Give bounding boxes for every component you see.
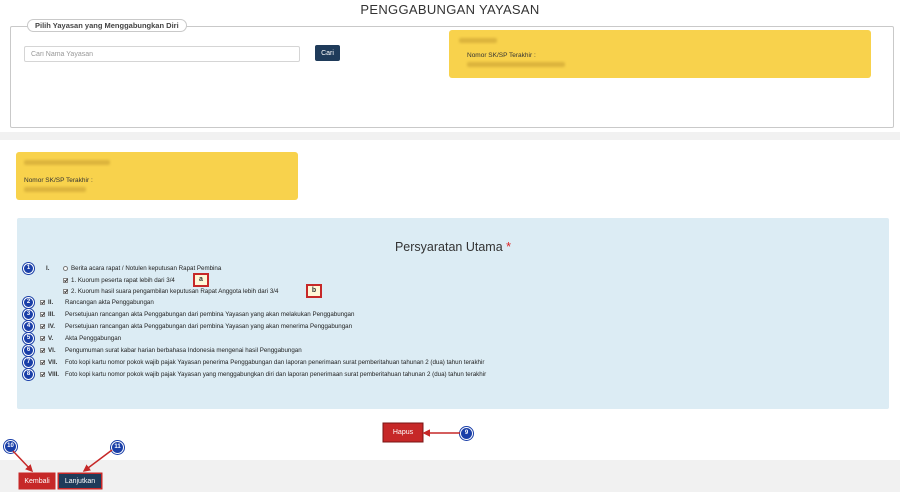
requirement-item-3 xyxy=(40,311,354,318)
requirement-item-2 xyxy=(40,299,154,306)
requirement-label: Persetujuan rancangan akta Penggabungan dari pembina Yayasan yang akan menerima Penggabungan xyxy=(65,323,353,330)
requirement-number: I. xyxy=(46,265,50,272)
merging-card xyxy=(16,152,298,200)
back-button[interactable]: Kembali xyxy=(20,474,54,488)
receiver-card xyxy=(449,30,871,78)
requirement-number: V. xyxy=(48,335,54,342)
checkbox[interactable] xyxy=(63,289,68,294)
requirement-number: VII. xyxy=(48,359,58,366)
callout-a: a xyxy=(193,273,209,287)
checkbox[interactable] xyxy=(40,372,45,377)
checkbox[interactable] xyxy=(40,336,45,341)
requirements-title-text: Persyaratan Utama xyxy=(394,240,503,254)
delete-button[interactable]: Hapus xyxy=(385,425,421,440)
checkbox[interactable] xyxy=(63,278,68,283)
requirement-number: II. xyxy=(48,299,54,306)
next-button[interactable]: Lanjutkan xyxy=(59,474,101,488)
requirement-number: VI. xyxy=(48,347,56,354)
checkbox[interactable] xyxy=(40,360,45,365)
requirement-label: Akta Penggabungan xyxy=(65,335,122,342)
requirements-title xyxy=(17,240,889,254)
requirement-label: 1. Kuorum peserta rapat lebih dari 3/4 xyxy=(71,277,175,284)
search-button[interactable]: Cari xyxy=(315,45,340,61)
requirement-item-5 xyxy=(40,335,121,342)
requirement-label: Persetujuan rancangan akta Penggabungan dari pembina Yayasan yang akan melakukan Penggabungan xyxy=(65,311,355,318)
annotation-badge-7: 7 xyxy=(23,357,34,368)
annotation-badge-1: 1 xyxy=(23,263,34,274)
redacted-sk xyxy=(24,187,86,192)
requirement-number: IV. xyxy=(48,323,55,330)
annotation-badge-3: 3 xyxy=(23,309,34,320)
annotation-badge-6: 6 xyxy=(23,345,34,356)
requirement-label: Foto kopi kartu nomor pokok wajib pajak Yayasan penerima Penggabungan dan laporan penerimaan surat pemberitahuan tahunan 2 (dua) tahun terakhir xyxy=(65,359,485,366)
annotation-badge-11: 11 xyxy=(111,441,124,454)
requirement-number: VIII. xyxy=(48,371,60,378)
requirement-label: 2. Kuorum hasil suara pengambilan keputusan Rapat Anggota lebih dari 3/4 xyxy=(71,288,279,295)
radio-button[interactable] xyxy=(63,266,68,271)
requirement-subitem-2 xyxy=(63,288,278,295)
requirement-label: Foto kopi kartu nomor pokok wajib pajak Yayasan yang menggabungkan diri dan laporan penerimaan surat pemberitahuan tahunan 2 (dua) tahun terakhir xyxy=(65,371,487,378)
requirement-item-1 xyxy=(46,265,221,272)
section-divider xyxy=(0,132,900,140)
callout-b: b xyxy=(306,284,322,298)
requirement-label: Pengumuman surat kabar harian berbahasa Indonesia mengenai hasil Penggabungan xyxy=(65,347,302,354)
requirement-label: Rancangan akta Penggabungan xyxy=(65,299,154,306)
search-input[interactable] xyxy=(24,46,300,62)
redacted-sk xyxy=(467,62,565,67)
checkbox[interactable] xyxy=(40,348,45,353)
join-section-legend: Pilih Yayasan yang Menggabungkan Diri xyxy=(27,19,187,32)
action-bar xyxy=(0,460,900,492)
redacted-name xyxy=(459,38,497,43)
requirement-item-4 xyxy=(40,323,352,330)
checkbox[interactable] xyxy=(40,312,45,317)
merging-sk-label: Nomor SK/SP Terakhir : xyxy=(24,177,93,184)
redacted-name xyxy=(24,160,110,165)
checkbox[interactable] xyxy=(40,324,45,329)
requirement-item-6 xyxy=(40,347,302,354)
requirement-item-8 xyxy=(40,371,486,378)
annotation-badge-10: 10 xyxy=(4,440,17,453)
annotation-badge-2: 2 xyxy=(23,297,34,308)
annotation-badge-4: 4 xyxy=(23,321,34,332)
requirement-item-7 xyxy=(40,359,484,366)
annotation-badge-8: 8 xyxy=(23,369,34,380)
requirement-subitem-1 xyxy=(63,277,175,284)
annotation-badge-5: 5 xyxy=(23,333,34,344)
checkbox[interactable] xyxy=(40,300,45,305)
receiver-sk-label: Nomor SK/SP Terakhir : xyxy=(467,52,536,59)
page-title: PENGGABUNGAN YAYASAN xyxy=(360,2,540,17)
required-mark: * xyxy=(506,240,512,254)
requirement-label: Berita acara rapat / Notulen keputusan Rapat Pembina xyxy=(71,265,222,272)
annotation-badge-9: 9 xyxy=(460,427,473,440)
requirement-number: III. xyxy=(48,311,55,318)
